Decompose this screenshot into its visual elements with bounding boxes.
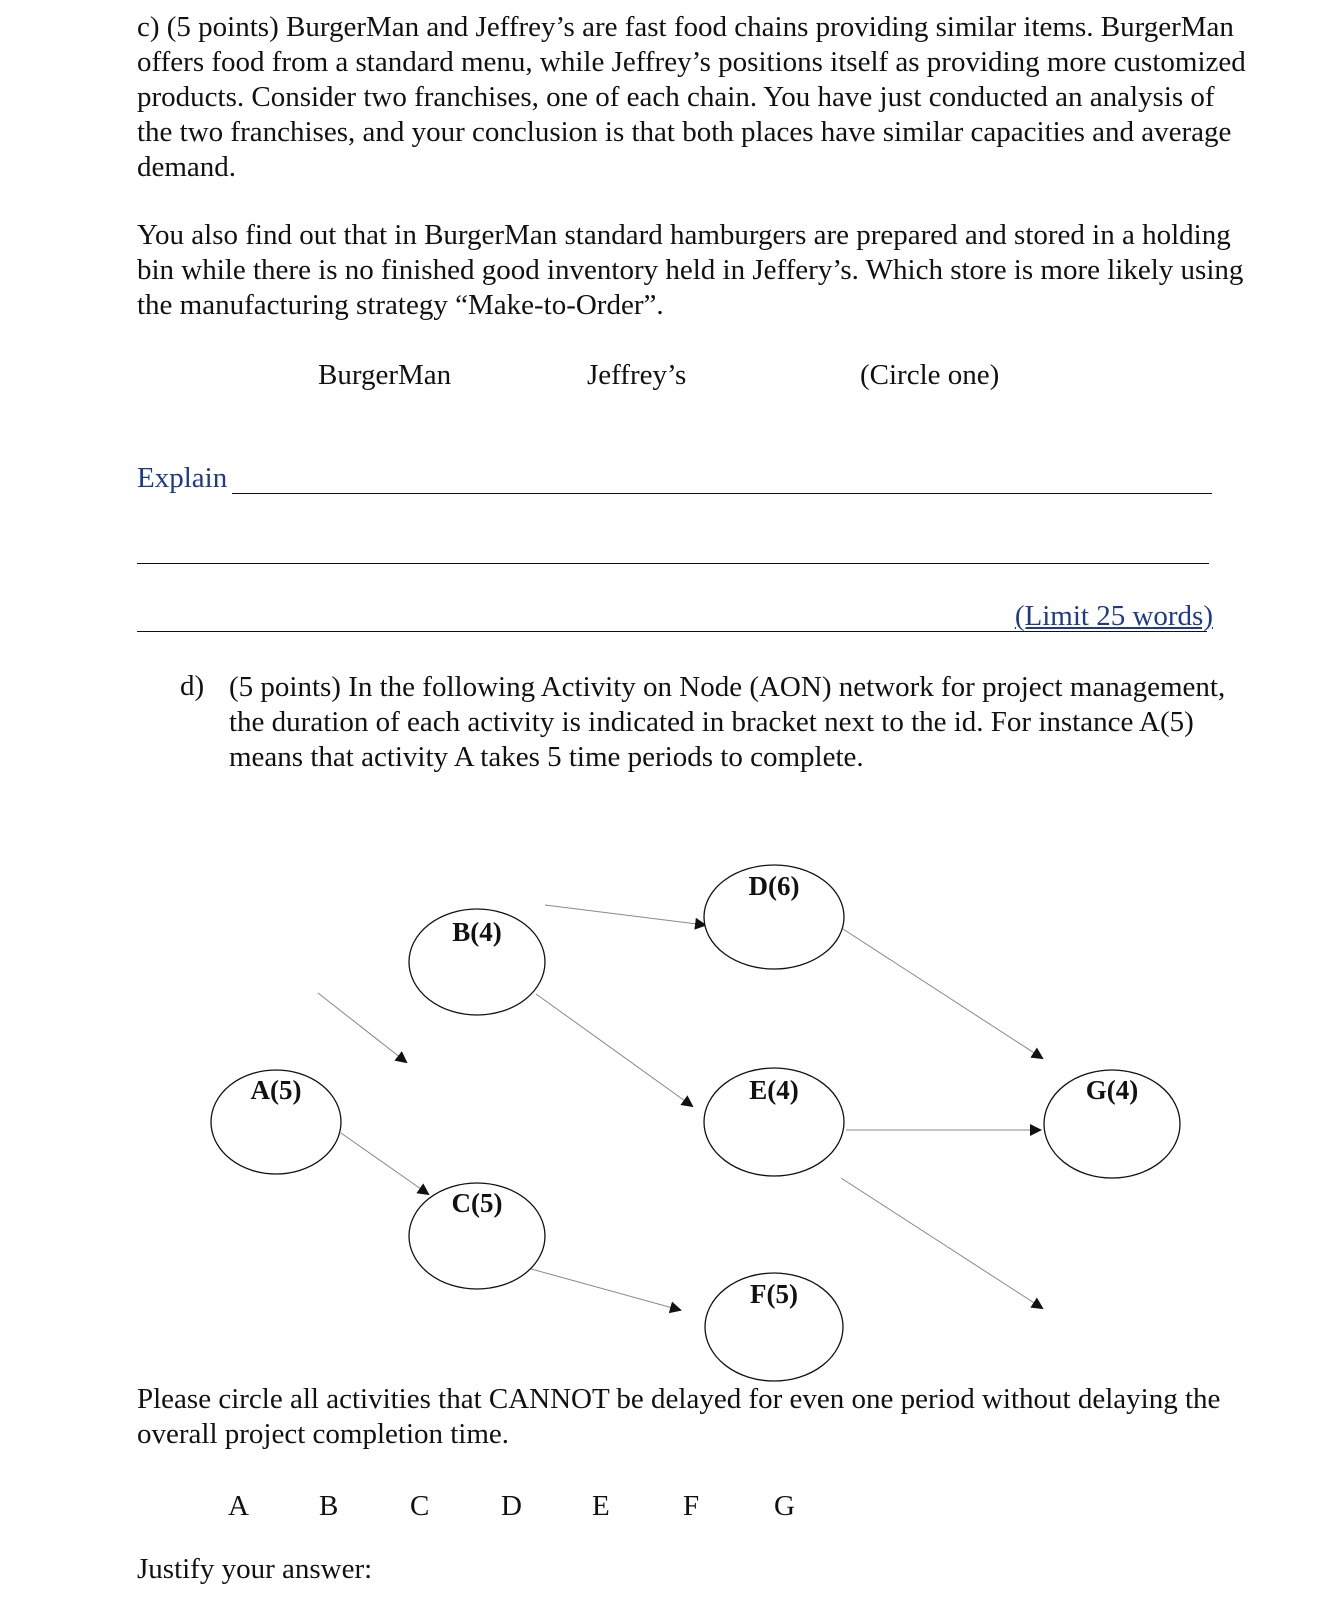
- node-d[interactable]: [704, 865, 844, 969]
- part-c-intro-text: c) (5 points) BurgerMan and Jeffrey’s are fast food chains providing similar items. BurgerMan offers food from a standard menu, while Jeffrey’s positions itself as providing more customized products. Consider two franchises, one of each chain. You have just conducted an analysis of the two franchises, and your conclusion is that both places have similar capacities and average demand.: [137, 11, 1246, 183]
- node-c-label: C(5): [451, 1188, 503, 1218]
- part-c-detail-text: You also find out that in BurgerMan standard hamburgers are prepared and stored in a holding bin while there is no finished good inventory held in Jeffery’s. Which store is more likely using the manufacturing strategy “Make-to-Order”.: [137, 219, 1244, 321]
- edge-a-b: [318, 993, 406, 1062]
- node-b-label: B(4): [452, 917, 502, 947]
- choice-burgerman[interactable]: BurgerMan: [318, 359, 452, 391]
- justify-answer-label: Justify your answer:: [137, 1553, 373, 1585]
- activity-option-b[interactable]: B: [319, 1490, 339, 1522]
- node-e-label: E(4): [749, 1075, 799, 1105]
- word-limit-note: (Limit 25 words): [1014, 600, 1213, 632]
- edge-a-c: [341, 1133, 428, 1194]
- node-d-label: D(6): [748, 871, 800, 901]
- node-b[interactable]: [409, 909, 545, 1015]
- edge-b-d: [545, 905, 705, 925]
- activity-option-c[interactable]: C: [410, 1490, 430, 1522]
- node-g-label: G(4): [1085, 1075, 1139, 1105]
- node-f[interactable]: [705, 1273, 843, 1381]
- node-g[interactable]: [1044, 1070, 1180, 1178]
- node-f-label: F(5): [750, 1279, 798, 1309]
- activity-option-d[interactable]: D: [501, 1490, 522, 1522]
- part-d-label: d): [180, 670, 205, 702]
- activity-option-a[interactable]: A: [228, 1490, 249, 1522]
- edge-c-f: [524, 1267, 680, 1310]
- activity-option-e[interactable]: E: [592, 1490, 610, 1522]
- circle-activities-instruction: Please circle all activities that CANNOT be delayed for even one period without delaying the overall project completion time.: [137, 1383, 1221, 1450]
- choice-jeffreys[interactable]: Jeffrey’s: [587, 359, 687, 391]
- explain-label: Explain: [137, 462, 228, 494]
- node-a[interactable]: [211, 1070, 341, 1174]
- node-c[interactable]: [409, 1183, 545, 1289]
- edge-b-e: [536, 994, 692, 1106]
- node-e[interactable]: [704, 1068, 844, 1176]
- activity-option-g[interactable]: G: [774, 1490, 795, 1522]
- node-a-label: A(5): [250, 1075, 302, 1105]
- activity-option-f[interactable]: F: [683, 1490, 700, 1522]
- circle-one-instruction: (Circle one): [860, 359, 1000, 391]
- edge-d-g: [843, 929, 1042, 1058]
- part-d-body-text: (5 points) In the following Activity on Node (AON) network for project management, the duration of each activity is indicated in bracket next to the id. For instance A(5) means that activity A takes 5 time periods to complete.: [229, 671, 1226, 773]
- edge-f-g: [841, 1178, 1042, 1308]
